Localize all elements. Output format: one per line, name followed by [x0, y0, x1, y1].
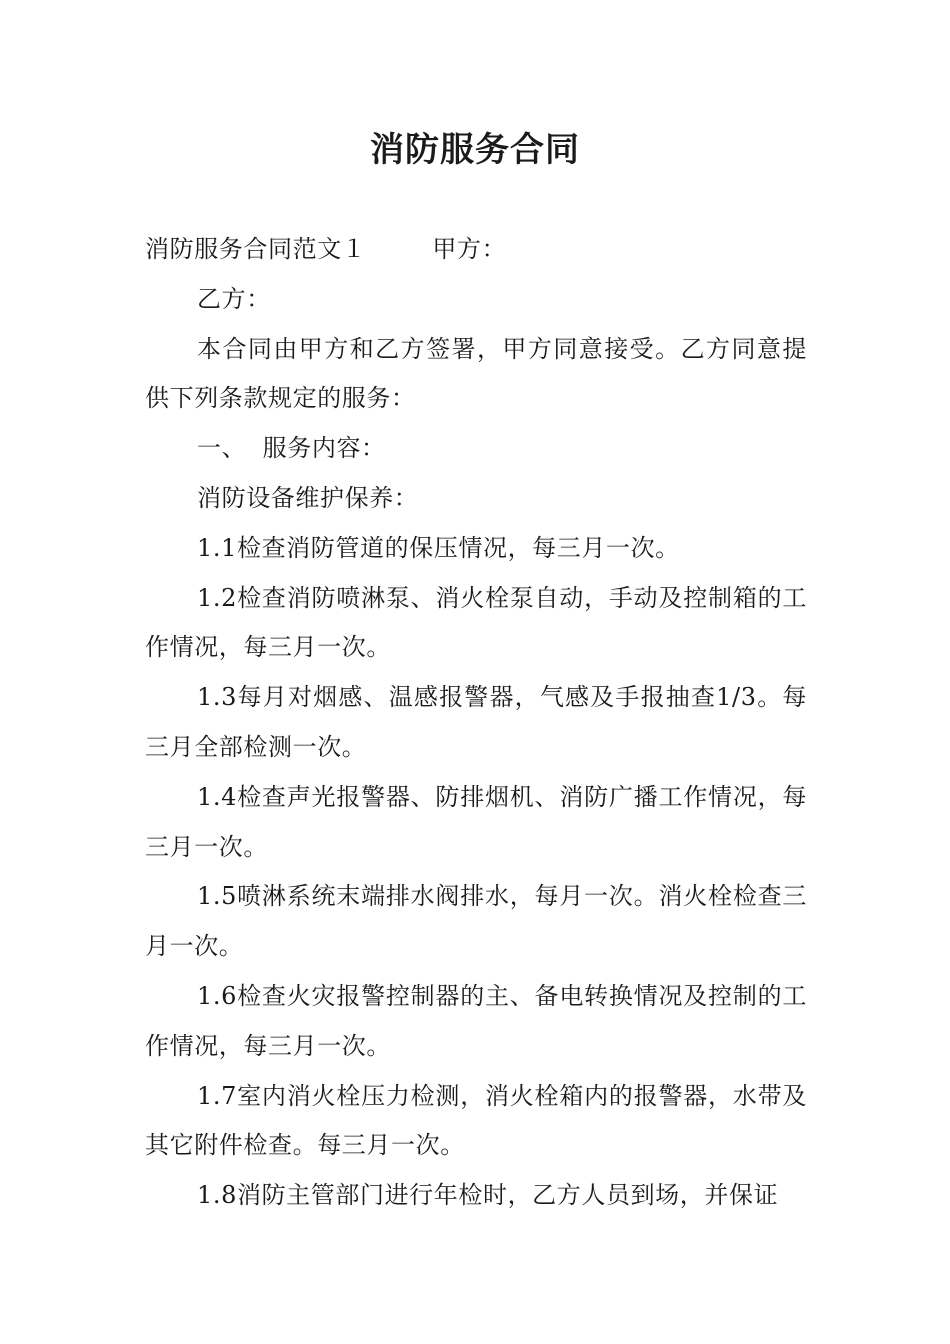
document-title: 消防服务合同 [370, 130, 580, 170]
clause-1-5: 1.5喷淋系统末端排水阀排水，每月一次。消火栓检查三月一次。 [145, 882, 807, 961]
sample-label: 消防服务合同范文１ [145, 235, 367, 263]
subsection-heading-maintenance: 消防设备维护保养： [197, 483, 419, 512]
document-body [145, 225, 807, 1221]
clause-1-1: 1.1检查消防管道的保压情况，每三月一次。 [197, 533, 680, 562]
clause-1-2: 1.2检查消防喷淋泵、消火栓泵自动，手动及控制箱的工作情况，每三月一次。 [145, 583, 807, 662]
paragraph-party-b: 乙方： [197, 284, 271, 313]
clause-1-6: 1.6检查火灾报警控制器的主、备电转换情况及控制的工作情况，每三月一次。 [145, 981, 807, 1060]
clause-1-7: 1.7室内消火栓压力检测，消火栓箱内的报警器，水带及其它附件检查。每三月一次。 [145, 1081, 807, 1160]
clause-1-4: 1.4检查声光报警器、防排烟机、消防广播工作情况，每三月一次。 [145, 782, 807, 861]
paragraph-intro: 本合同由甲方和乙方签署，甲方同意接受。乙方同意提供下列条款规定的服务： [145, 334, 807, 413]
clause-1-8: 1.8消防主管部门进行年检时，乙方人员到场，并保证 [197, 1181, 779, 1210]
section-heading-service: 一、 服务内容： [197, 434, 386, 463]
party-a-label: 甲方： [432, 235, 507, 263]
clause-1-3: 1.3每月对烟感、温感报警器，气感及手报抽查1/3。每三月全部检测一次。 [145, 683, 807, 761]
header-line [145, 225, 807, 275]
